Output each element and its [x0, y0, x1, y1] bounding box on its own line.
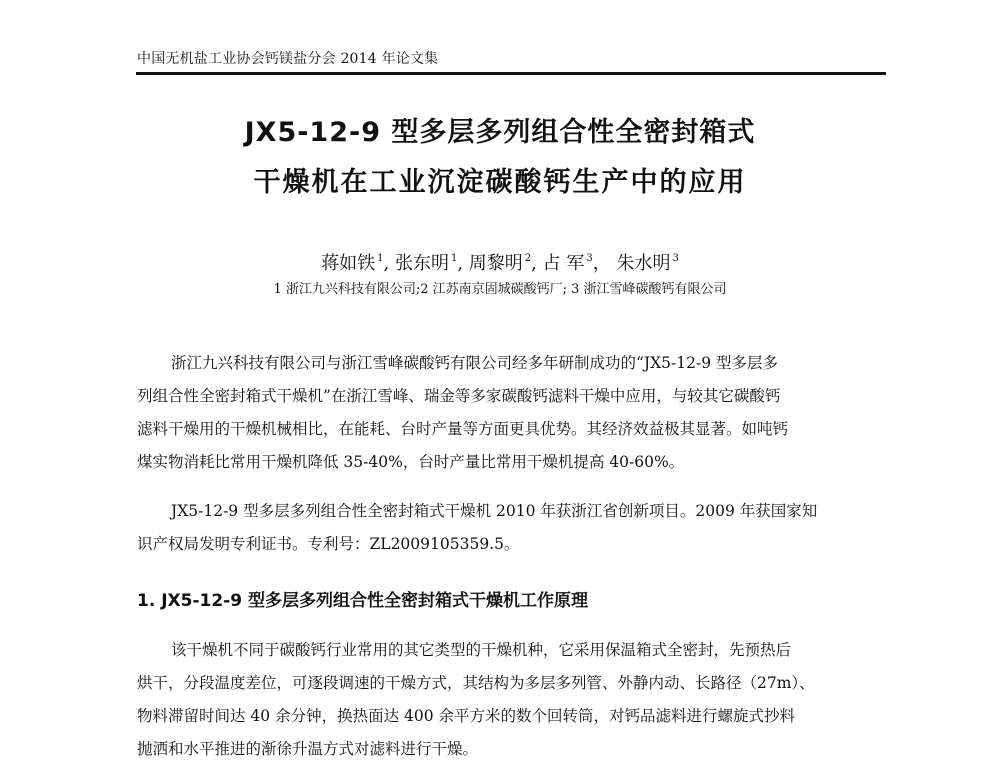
text-line: 滤料干燥用的干燥机械相比，在能耗、台时产量等方面更具优势。其经济效益极其显著。如吨钙: [137, 420, 789, 438]
author-affiliation-mark: 1: [450, 253, 458, 264]
author-affiliation-mark: 3: [586, 253, 593, 264]
paper-title-line-2: 干燥机在工业沉淀碳酸钙生产中的应用: [253, 167, 747, 198]
author-list: 蒋如铁 $^1$, 张东明 $^1$, 周黎明 $^2$, 占 军 $^3$， 朱水明 $^3$: [321, 253, 679, 274]
header-rule: [136, 72, 886, 75]
text-line: 浙江九兴科技有限公司与浙江雪峰碳酸钙有限公司经多年研制成功的“JX5-12-9 型多层多: [171, 354, 779, 372]
author-affiliation-mark: 2: [524, 253, 532, 264]
text-line: 列组合性全密封箱式干燥机”在浙江雪峰、瑞金等多家碳酸钙滤料干燥中应用，与较其它碳酸钙: [137, 387, 781, 405]
text-line: 该干燥机不同于碳酸钙行业常用的其它类型的干燥机种，它采用保温箱式全密封，先预热后: [171, 641, 792, 659]
intro-paragraph-1: [137, 347, 887, 479]
affiliations: 1 浙江九兴科技有限公司;2 江苏南京固城碳酸钙厂; 3 浙江雪峰碳酸钙有限公司: [273, 282, 727, 297]
author-affiliation-mark: 3: [672, 253, 679, 264]
author-name: 朱水明: [616, 253, 671, 274]
paper-title-line-1: JX5-12-9 型多层多列组合性全密封箱式: [244, 117, 756, 148]
author-name: 周黎明: [468, 253, 523, 274]
running-header: 中国无机盐工业协会钙镁盐分会 2014 年论文集: [137, 51, 439, 67]
text-line: 物料滞留时间达 40 余分钟，换热面达 400 余平方米的数个回转筒，对钙品滤料进行螺旋式抄料: [137, 707, 796, 725]
author-name: 张东明: [394, 253, 449, 274]
text-line: 煤实物消耗比常用干燥机降低 35-40%，台时产量比常用干燥机提高 40-60%。: [137, 453, 685, 471]
text-line: JX5-12-9 型多层多列组合性全密封箱式干燥机 2010 年获浙江省创新项目。2009 年获国家知: [171, 502, 818, 520]
author-name: 占 军: [542, 253, 585, 274]
author-name: 蒋如铁: [321, 253, 376, 274]
text-line: 烘干，分段温度差位，可逐段调速的干燥方式，其结构为多层多列管、外静内动、长路径（27m）、: [137, 674, 815, 692]
intro-paragraph-2: [137, 495, 887, 561]
text-line: 抛洒和水平推进的渐徐升温方式对滤料进行干燥。: [137, 740, 479, 758]
section-1-paragraph: [137, 634, 887, 766]
text-line: 识产权局发明专利证书。专利号：ZL2009105359.5。: [137, 535, 520, 553]
section-1-heading: 1. JX5-12-9 型多层多列组合性全密封箱式干燥机工作原理: [137, 591, 588, 611]
author-affiliation-mark: 1: [377, 253, 384, 264]
